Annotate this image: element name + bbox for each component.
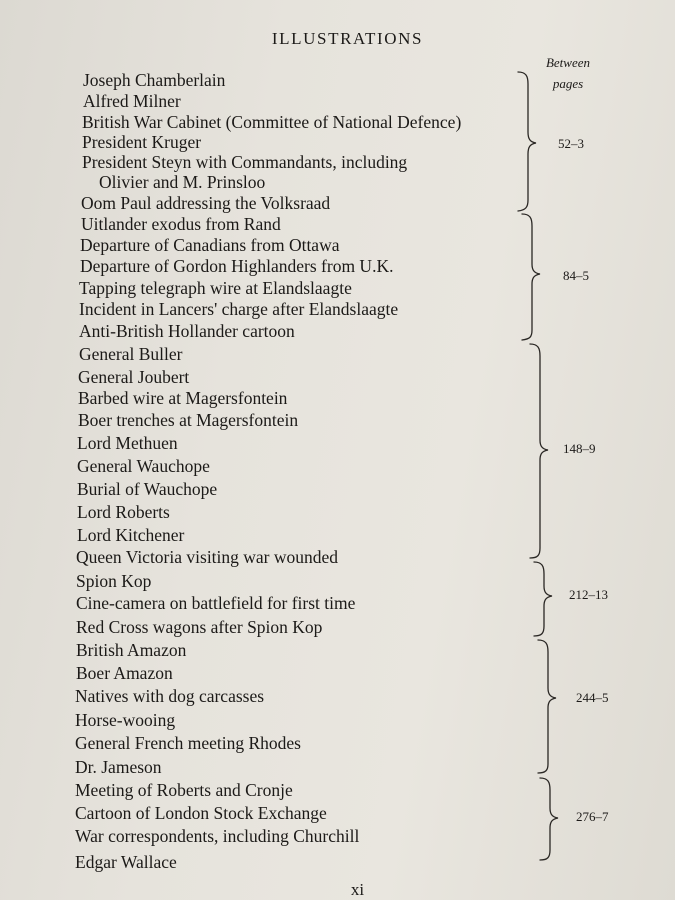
list-item: Departure of Gordon Highlanders from U.K. <box>80 256 394 276</box>
list-item: Olivier and M. Prinsloo <box>99 172 266 192</box>
list-item: Cartoon of London Stock Exchange <box>75 803 327 823</box>
list-item: Cine-camera on battlefield for first time <box>76 593 356 613</box>
page-range: 276–7 <box>576 809 609 824</box>
list-item: Horse-wooing <box>75 710 176 730</box>
list-item: Alfred Milner <box>83 91 181 111</box>
list-item: Uitlander exodus from Rand <box>81 214 281 234</box>
list-item: Dr. Jameson <box>75 757 162 777</box>
page-range: 52–3 <box>558 136 584 151</box>
list-item: Barbed wire at Magersfontein <box>78 388 288 408</box>
page-range: 212–13 <box>569 587 608 602</box>
list-item: General Buller <box>79 344 183 364</box>
brace-5 <box>538 640 556 773</box>
list-item: British War Cabinet (Committee of National Defence) <box>82 112 462 132</box>
list-item: Spion Kop <box>76 571 152 591</box>
list-item: President Kruger <box>82 132 202 152</box>
list-item: War correspondents, including Churchill <box>75 826 360 846</box>
brace-4 <box>534 562 552 636</box>
list-item: General Wauchope <box>77 456 210 476</box>
brace-6 <box>540 778 558 860</box>
list-item: Red Cross wagons after Spion Kop <box>76 617 323 637</box>
brace-2 <box>522 214 540 340</box>
page-range: 84–5 <box>563 268 589 283</box>
list-item: Natives with dog carcasses <box>75 686 265 706</box>
list-item: British Amazon <box>76 640 187 660</box>
list-item: President Steyn with Commandants, including <box>82 152 408 172</box>
list-item: Burial of Wauchope <box>77 479 218 499</box>
list-item: Boer trenches at Magersfontein <box>78 410 299 430</box>
column-heading-line1: Between <box>545 55 591 70</box>
brace-3 <box>530 344 548 558</box>
list-item: Lord Kitchener <box>77 525 185 545</box>
list-item: Lord Roberts <box>77 502 170 522</box>
page-number: xi <box>350 880 365 899</box>
column-heading-line2: pages <box>552 76 584 91</box>
list-item: Anti-British Hollander cartoon <box>79 321 295 341</box>
list-item: Oom Paul addressing the Volksraad <box>81 193 331 213</box>
list-item: Incident in Lancers' charge after Elandslaagte <box>79 299 399 319</box>
list-item: Lord Methuen <box>77 433 178 453</box>
column-heading <box>526 52 610 94</box>
list-item: Joseph Chamberlain <box>83 70 226 90</box>
list-item: Departure of Canadians from Ottawa <box>80 235 340 255</box>
list-item: Queen Victoria visiting war wounded <box>76 547 339 567</box>
list-item: Edgar Wallace <box>75 852 177 872</box>
page-range: 244–5 <box>576 690 609 705</box>
page-heading: ILLUSTRATIONS <box>271 29 424 48</box>
list-item: Boer Amazon <box>76 663 173 683</box>
page-range: 148–9 <box>563 441 596 456</box>
list-item: Tapping telegraph wire at Elandslaagte <box>79 278 352 298</box>
list-item: General French meeting Rhodes <box>75 733 301 753</box>
list-item: Meeting of Roberts and Cronje <box>75 780 293 800</box>
list-item: General Joubert <box>78 367 190 387</box>
